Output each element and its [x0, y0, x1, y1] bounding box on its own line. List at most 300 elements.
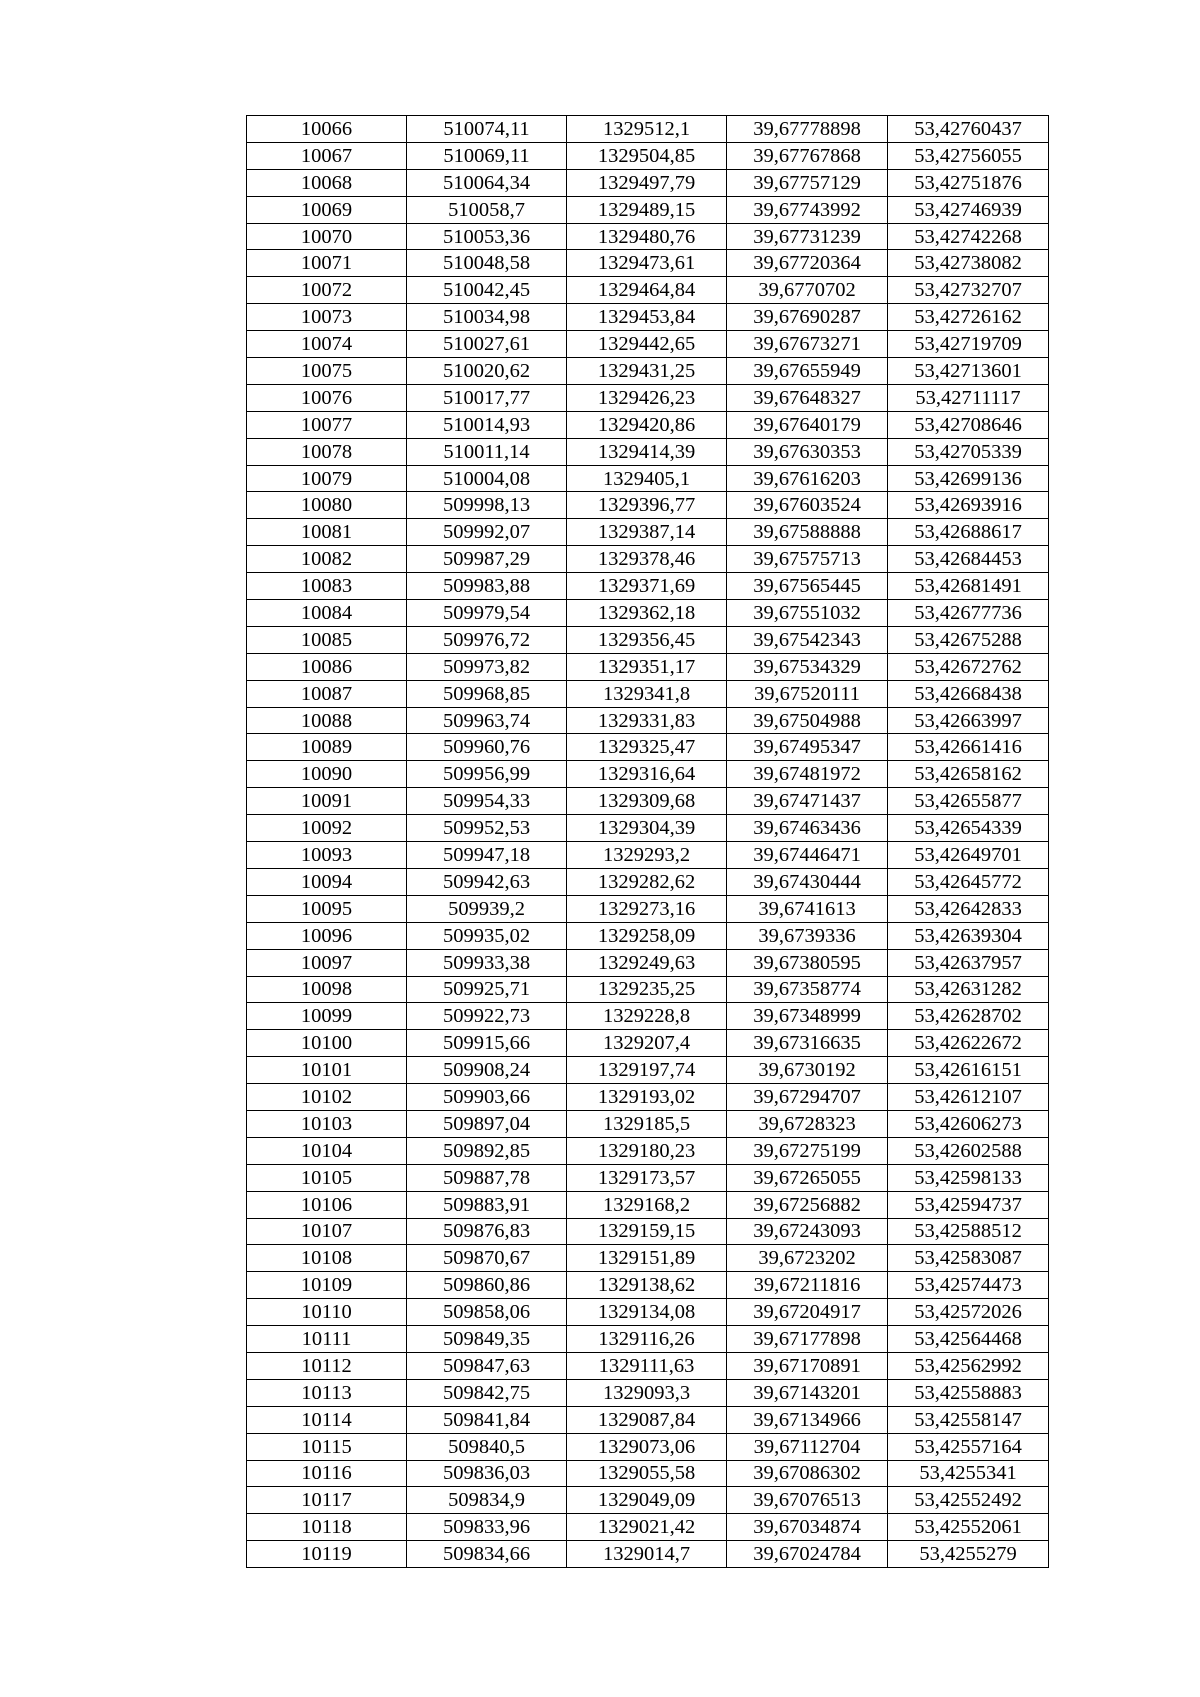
x-coordinate-cell: 509998,13: [407, 492, 567, 519]
latitude-cell: 53,42719709: [888, 331, 1049, 358]
y-coordinate-cell: 1329228,8: [567, 1003, 727, 1030]
longitude-cell: 39,6728323: [727, 1110, 888, 1137]
table-row: [247, 976, 1049, 1003]
longitude-cell: 39,67358774: [727, 976, 888, 1003]
x-coordinate-cell: 509925,71: [407, 976, 567, 1003]
coordinates-table-body: [247, 116, 1049, 1568]
point-number-cell: 10109: [247, 1272, 407, 1299]
y-coordinate-cell: 1329489,15: [567, 196, 727, 223]
table-row: [247, 465, 1049, 492]
point-number-cell: 10110: [247, 1299, 407, 1326]
longitude-cell: 39,67648327: [727, 384, 888, 411]
latitude-cell: 53,4255341: [888, 1460, 1049, 1487]
longitude-cell: 39,67112704: [727, 1433, 888, 1460]
longitude-cell: 39,67471437: [727, 788, 888, 815]
table-row: [247, 1406, 1049, 1433]
longitude-cell: 39,67616203: [727, 465, 888, 492]
latitude-cell: 53,42658162: [888, 761, 1049, 788]
x-coordinate-cell: 509956,99: [407, 761, 567, 788]
latitude-cell: 53,42572026: [888, 1299, 1049, 1326]
x-coordinate-cell: 509968,85: [407, 680, 567, 707]
y-coordinate-cell: 1329055,58: [567, 1460, 727, 1487]
x-coordinate-cell: 509847,63: [407, 1352, 567, 1379]
latitude-cell: 53,42760437: [888, 116, 1049, 143]
latitude-cell: 53,42642833: [888, 895, 1049, 922]
table-row: [247, 1164, 1049, 1191]
point-number-cell: 10095: [247, 895, 407, 922]
x-coordinate-cell: 509892,85: [407, 1137, 567, 1164]
x-coordinate-cell: 509960,76: [407, 734, 567, 761]
latitude-cell: 53,42583087: [888, 1245, 1049, 1272]
longitude-cell: 39,67463436: [727, 815, 888, 842]
point-number-cell: 10107: [247, 1218, 407, 1245]
table-row: [247, 1433, 1049, 1460]
longitude-cell: 39,67542343: [727, 626, 888, 653]
table-row: [247, 1514, 1049, 1541]
point-number-cell: 10076: [247, 384, 407, 411]
table-row: [247, 1379, 1049, 1406]
table-row: [247, 895, 1049, 922]
table-row: [247, 546, 1049, 573]
longitude-cell: 39,67446471: [727, 842, 888, 869]
point-number-cell: 10115: [247, 1433, 407, 1460]
longitude-cell: 39,67076513: [727, 1487, 888, 1514]
longitude-cell: 39,67211816: [727, 1272, 888, 1299]
x-coordinate-cell: 510014,93: [407, 411, 567, 438]
point-number-cell: 10104: [247, 1137, 407, 1164]
latitude-cell: 53,42594737: [888, 1191, 1049, 1218]
point-number-cell: 10116: [247, 1460, 407, 1487]
longitude-cell: 39,67673271: [727, 331, 888, 358]
x-coordinate-cell: 510034,98: [407, 304, 567, 331]
table-row: [247, 734, 1049, 761]
x-coordinate-cell: 509952,53: [407, 815, 567, 842]
latitude-cell: 53,42639304: [888, 922, 1049, 949]
latitude-cell: 53,42562992: [888, 1352, 1049, 1379]
x-coordinate-cell: 509939,2: [407, 895, 567, 922]
table-row: [247, 116, 1049, 143]
longitude-cell: 39,67430444: [727, 868, 888, 895]
x-coordinate-cell: 509915,66: [407, 1030, 567, 1057]
latitude-cell: 53,42654339: [888, 815, 1049, 842]
point-number-cell: 10098: [247, 976, 407, 1003]
x-coordinate-cell: 509954,33: [407, 788, 567, 815]
point-number-cell: 10111: [247, 1326, 407, 1353]
y-coordinate-cell: 1329405,1: [567, 465, 727, 492]
latitude-cell: 53,42558883: [888, 1379, 1049, 1406]
latitude-cell: 53,42681491: [888, 573, 1049, 600]
table-row: [247, 1084, 1049, 1111]
y-coordinate-cell: 1329420,86: [567, 411, 727, 438]
point-number-cell: 10103: [247, 1110, 407, 1137]
x-coordinate-cell: 509834,66: [407, 1541, 567, 1568]
point-number-cell: 10066: [247, 116, 407, 143]
latitude-cell: 53,42612107: [888, 1084, 1049, 1111]
latitude-cell: 53,42622672: [888, 1030, 1049, 1057]
point-number-cell: 10105: [247, 1164, 407, 1191]
latitude-cell: 53,42602588: [888, 1137, 1049, 1164]
x-coordinate-cell: 509942,63: [407, 868, 567, 895]
latitude-cell: 53,42588512: [888, 1218, 1049, 1245]
y-coordinate-cell: 1329282,62: [567, 868, 727, 895]
latitude-cell: 53,42616151: [888, 1057, 1049, 1084]
latitude-cell: 53,42668438: [888, 680, 1049, 707]
table-row: [247, 250, 1049, 277]
y-coordinate-cell: 1329087,84: [567, 1406, 727, 1433]
y-coordinate-cell: 1329207,4: [567, 1030, 727, 1057]
y-coordinate-cell: 1329235,25: [567, 976, 727, 1003]
x-coordinate-cell: 509840,5: [407, 1433, 567, 1460]
longitude-cell: 39,67177898: [727, 1326, 888, 1353]
y-coordinate-cell: 1329378,46: [567, 546, 727, 573]
latitude-cell: 53,42705339: [888, 438, 1049, 465]
longitude-cell: 39,67778898: [727, 116, 888, 143]
y-coordinate-cell: 1329151,89: [567, 1245, 727, 1272]
point-number-cell: 10081: [247, 519, 407, 546]
table-row: [247, 1191, 1049, 1218]
longitude-cell: 39,6739336: [727, 922, 888, 949]
y-coordinate-cell: 1329168,2: [567, 1191, 727, 1218]
latitude-cell: 53,42655877: [888, 788, 1049, 815]
point-number-cell: 10073: [247, 304, 407, 331]
y-coordinate-cell: 1329512,1: [567, 116, 727, 143]
latitude-cell: 53,42606273: [888, 1110, 1049, 1137]
longitude-cell: 39,67275199: [727, 1137, 888, 1164]
longitude-cell: 39,67640179: [727, 411, 888, 438]
x-coordinate-cell: 509833,96: [407, 1514, 567, 1541]
longitude-cell: 39,67034874: [727, 1514, 888, 1541]
point-number-cell: 10072: [247, 277, 407, 304]
point-number-cell: 10112: [247, 1352, 407, 1379]
table-row: [247, 1003, 1049, 1030]
point-number-cell: 10114: [247, 1406, 407, 1433]
latitude-cell: 53,42684453: [888, 546, 1049, 573]
longitude-cell: 39,67265055: [727, 1164, 888, 1191]
table-row: [247, 680, 1049, 707]
longitude-cell: 39,67143201: [727, 1379, 888, 1406]
point-number-cell: 10090: [247, 761, 407, 788]
x-coordinate-cell: 509870,67: [407, 1245, 567, 1272]
longitude-cell: 39,67534329: [727, 653, 888, 680]
longitude-cell: 39,67603524: [727, 492, 888, 519]
table-row: [247, 519, 1049, 546]
point-number-cell: 10069: [247, 196, 407, 223]
point-number-cell: 10097: [247, 949, 407, 976]
x-coordinate-cell: 509963,74: [407, 707, 567, 734]
latitude-cell: 53,42699136: [888, 465, 1049, 492]
point-number-cell: 10091: [247, 788, 407, 815]
y-coordinate-cell: 1329464,84: [567, 277, 727, 304]
table-row: [247, 1326, 1049, 1353]
x-coordinate-cell: 509860,86: [407, 1272, 567, 1299]
latitude-cell: 53,42732707: [888, 277, 1049, 304]
table-row: [247, 1030, 1049, 1057]
table-row: [247, 573, 1049, 600]
latitude-cell: 53,42693916: [888, 492, 1049, 519]
y-coordinate-cell: 1329431,25: [567, 358, 727, 385]
point-number-cell: 10074: [247, 331, 407, 358]
point-number-cell: 10088: [247, 707, 407, 734]
point-number-cell: 10087: [247, 680, 407, 707]
latitude-cell: 53,42564468: [888, 1326, 1049, 1353]
x-coordinate-cell: 509858,06: [407, 1299, 567, 1326]
point-number-cell: 10080: [247, 492, 407, 519]
y-coordinate-cell: 1329049,09: [567, 1487, 727, 1514]
longitude-cell: 39,67655949: [727, 358, 888, 385]
table-row: [247, 1352, 1049, 1379]
latitude-cell: 53,42672762: [888, 653, 1049, 680]
y-coordinate-cell: 1329316,64: [567, 761, 727, 788]
x-coordinate-cell: 509834,9: [407, 1487, 567, 1514]
table-row: [247, 411, 1049, 438]
table-row: [247, 842, 1049, 869]
table-row: [247, 1057, 1049, 1084]
y-coordinate-cell: 1329309,68: [567, 788, 727, 815]
x-coordinate-cell: 509983,88: [407, 573, 567, 600]
point-number-cell: 10077: [247, 411, 407, 438]
y-coordinate-cell: 1329304,39: [567, 815, 727, 842]
point-number-cell: 10089: [247, 734, 407, 761]
longitude-cell: 39,67720364: [727, 250, 888, 277]
table-row: [247, 626, 1049, 653]
point-number-cell: 10092: [247, 815, 407, 842]
point-number-cell: 10096: [247, 922, 407, 949]
longitude-cell: 39,6730192: [727, 1057, 888, 1084]
table-row: [247, 949, 1049, 976]
longitude-cell: 39,67520111: [727, 680, 888, 707]
y-coordinate-cell: 1329180,23: [567, 1137, 727, 1164]
y-coordinate-cell: 1329111,63: [567, 1352, 727, 1379]
point-number-cell: 10100: [247, 1030, 407, 1057]
longitude-cell: 39,67495347: [727, 734, 888, 761]
table-row: [247, 1245, 1049, 1272]
table-row: [247, 600, 1049, 627]
x-coordinate-cell: 510069,11: [407, 142, 567, 169]
y-coordinate-cell: 1329293,2: [567, 842, 727, 869]
longitude-cell: 39,67630353: [727, 438, 888, 465]
latitude-cell: 53,42713601: [888, 358, 1049, 385]
point-number-cell: 10106: [247, 1191, 407, 1218]
x-coordinate-cell: 509836,03: [407, 1460, 567, 1487]
y-coordinate-cell: 1329258,09: [567, 922, 727, 949]
point-number-cell: 10082: [247, 546, 407, 573]
y-coordinate-cell: 1329497,79: [567, 169, 727, 196]
y-coordinate-cell: 1329426,23: [567, 384, 727, 411]
table-row: [247, 304, 1049, 331]
latitude-cell: 53,42677736: [888, 600, 1049, 627]
latitude-cell: 53,42631282: [888, 976, 1049, 1003]
table-row: [247, 1272, 1049, 1299]
y-coordinate-cell: 1329453,84: [567, 304, 727, 331]
y-coordinate-cell: 1329371,69: [567, 573, 727, 600]
point-number-cell: 10079: [247, 465, 407, 492]
y-coordinate-cell: 1329159,15: [567, 1218, 727, 1245]
y-coordinate-cell: 1329073,06: [567, 1433, 727, 1460]
longitude-cell: 39,6741613: [727, 895, 888, 922]
point-number-cell: 10083: [247, 573, 407, 600]
x-coordinate-cell: 510020,62: [407, 358, 567, 385]
x-coordinate-cell: 509935,02: [407, 922, 567, 949]
longitude-cell: 39,67086302: [727, 1460, 888, 1487]
point-number-cell: 10093: [247, 842, 407, 869]
longitude-cell: 39,6723202: [727, 1245, 888, 1272]
point-number-cell: 10102: [247, 1084, 407, 1111]
longitude-cell: 39,67588888: [727, 519, 888, 546]
latitude-cell: 53,42598133: [888, 1164, 1049, 1191]
point-number-cell: 10119: [247, 1541, 407, 1568]
point-number-cell: 10099: [247, 1003, 407, 1030]
x-coordinate-cell: 509933,38: [407, 949, 567, 976]
table-row: [247, 1487, 1049, 1514]
table-row: [247, 1541, 1049, 1568]
point-number-cell: 10084: [247, 600, 407, 627]
point-number-cell: 10070: [247, 223, 407, 250]
latitude-cell: 53,42742268: [888, 223, 1049, 250]
point-number-cell: 10101: [247, 1057, 407, 1084]
longitude-cell: 39,67316635: [727, 1030, 888, 1057]
latitude-cell: 53,42726162: [888, 304, 1049, 331]
y-coordinate-cell: 1329351,17: [567, 653, 727, 680]
x-coordinate-cell: 510058,7: [407, 196, 567, 223]
table-row: [247, 142, 1049, 169]
latitude-cell: 53,42688617: [888, 519, 1049, 546]
latitude-cell: 53,42708646: [888, 411, 1049, 438]
longitude-cell: 39,67024784: [727, 1541, 888, 1568]
table-row: [247, 1299, 1049, 1326]
longitude-cell: 39,67204917: [727, 1299, 888, 1326]
y-coordinate-cell: 1329473,61: [567, 250, 727, 277]
x-coordinate-cell: 510064,34: [407, 169, 567, 196]
table-row: [247, 707, 1049, 734]
y-coordinate-cell: 1329193,02: [567, 1084, 727, 1111]
longitude-cell: 39,67348999: [727, 1003, 888, 1030]
y-coordinate-cell: 1329442,65: [567, 331, 727, 358]
latitude-cell: 53,42756055: [888, 142, 1049, 169]
longitude-cell: 39,67551032: [727, 600, 888, 627]
longitude-cell: 39,67134966: [727, 1406, 888, 1433]
y-coordinate-cell: 1329173,57: [567, 1164, 727, 1191]
point-number-cell: 10068: [247, 169, 407, 196]
y-coordinate-cell: 1329331,83: [567, 707, 727, 734]
longitude-cell: 39,67294707: [727, 1084, 888, 1111]
y-coordinate-cell: 1329273,16: [567, 895, 727, 922]
latitude-cell: 53,42574473: [888, 1272, 1049, 1299]
longitude-cell: 39,67575713: [727, 546, 888, 573]
y-coordinate-cell: 1329396,77: [567, 492, 727, 519]
y-coordinate-cell: 1329341,8: [567, 680, 727, 707]
point-number-cell: 10118: [247, 1514, 407, 1541]
y-coordinate-cell: 1329362,18: [567, 600, 727, 627]
x-coordinate-cell: 509947,18: [407, 842, 567, 869]
latitude-cell: 53,42711117: [888, 384, 1049, 411]
latitude-cell: 53,42738082: [888, 250, 1049, 277]
y-coordinate-cell: 1329014,7: [567, 1541, 727, 1568]
x-coordinate-cell: 509908,24: [407, 1057, 567, 1084]
x-coordinate-cell: 509887,78: [407, 1164, 567, 1191]
point-number-cell: 10117: [247, 1487, 407, 1514]
x-coordinate-cell: 510017,77: [407, 384, 567, 411]
x-coordinate-cell: 509849,35: [407, 1326, 567, 1353]
table-row: [247, 653, 1049, 680]
latitude-cell: 53,42746939: [888, 196, 1049, 223]
longitude-cell: 39,67170891: [727, 1352, 888, 1379]
x-coordinate-cell: 509897,04: [407, 1110, 567, 1137]
point-number-cell: 10094: [247, 868, 407, 895]
y-coordinate-cell: 1329134,08: [567, 1299, 727, 1326]
latitude-cell: 53,42558147: [888, 1406, 1049, 1433]
latitude-cell: 53,42552492: [888, 1487, 1049, 1514]
longitude-cell: 39,67731239: [727, 223, 888, 250]
x-coordinate-cell: 509903,66: [407, 1084, 567, 1111]
longitude-cell: 39,67481972: [727, 761, 888, 788]
latitude-cell: 53,42557164: [888, 1433, 1049, 1460]
y-coordinate-cell: 1329185,5: [567, 1110, 727, 1137]
latitude-cell: 53,42675288: [888, 626, 1049, 653]
longitude-cell: 39,67690287: [727, 304, 888, 331]
point-number-cell: 10067: [247, 142, 407, 169]
latitude-cell: 53,42661416: [888, 734, 1049, 761]
x-coordinate-cell: 509979,54: [407, 600, 567, 627]
y-coordinate-cell: 1329414,39: [567, 438, 727, 465]
longitude-cell: 39,6770702: [727, 277, 888, 304]
y-coordinate-cell: 1329197,74: [567, 1057, 727, 1084]
x-coordinate-cell: 509842,75: [407, 1379, 567, 1406]
x-coordinate-cell: 509976,72: [407, 626, 567, 653]
x-coordinate-cell: 510074,11: [407, 116, 567, 143]
longitude-cell: 39,67767868: [727, 142, 888, 169]
x-coordinate-cell: 510042,45: [407, 277, 567, 304]
table-row: [247, 761, 1049, 788]
longitude-cell: 39,67380595: [727, 949, 888, 976]
table-row: [247, 169, 1049, 196]
point-number-cell: 10085: [247, 626, 407, 653]
x-coordinate-cell: 509973,82: [407, 653, 567, 680]
latitude-cell: 53,42663997: [888, 707, 1049, 734]
table-row: [247, 868, 1049, 895]
longitude-cell: 39,67504988: [727, 707, 888, 734]
longitude-cell: 39,67256882: [727, 1191, 888, 1218]
longitude-cell: 39,67743992: [727, 196, 888, 223]
latitude-cell: 53,4255279: [888, 1541, 1049, 1568]
y-coordinate-cell: 1329480,76: [567, 223, 727, 250]
longitude-cell: 39,67757129: [727, 169, 888, 196]
table-row: [247, 331, 1049, 358]
y-coordinate-cell: 1329138,62: [567, 1272, 727, 1299]
table-row: [247, 358, 1049, 385]
y-coordinate-cell: 1329021,42: [567, 1514, 727, 1541]
y-coordinate-cell: 1329325,47: [567, 734, 727, 761]
table-row: [247, 1110, 1049, 1137]
y-coordinate-cell: 1329116,26: [567, 1326, 727, 1353]
latitude-cell: 53,42751876: [888, 169, 1049, 196]
table-row: [247, 1460, 1049, 1487]
longitude-cell: 39,67243093: [727, 1218, 888, 1245]
latitude-cell: 53,42552061: [888, 1514, 1049, 1541]
point-number-cell: 10075: [247, 358, 407, 385]
table-row: [247, 815, 1049, 842]
x-coordinate-cell: 509992,07: [407, 519, 567, 546]
x-coordinate-cell: 510048,58: [407, 250, 567, 277]
x-coordinate-cell: 510004,08: [407, 465, 567, 492]
table-row: [247, 492, 1049, 519]
table-row: [247, 922, 1049, 949]
latitude-cell: 53,42649701: [888, 842, 1049, 869]
coordinates-table: [246, 115, 1049, 1568]
latitude-cell: 53,42628702: [888, 1003, 1049, 1030]
y-coordinate-cell: 1329093,3: [567, 1379, 727, 1406]
y-coordinate-cell: 1329387,14: [567, 519, 727, 546]
x-coordinate-cell: 509876,83: [407, 1218, 567, 1245]
